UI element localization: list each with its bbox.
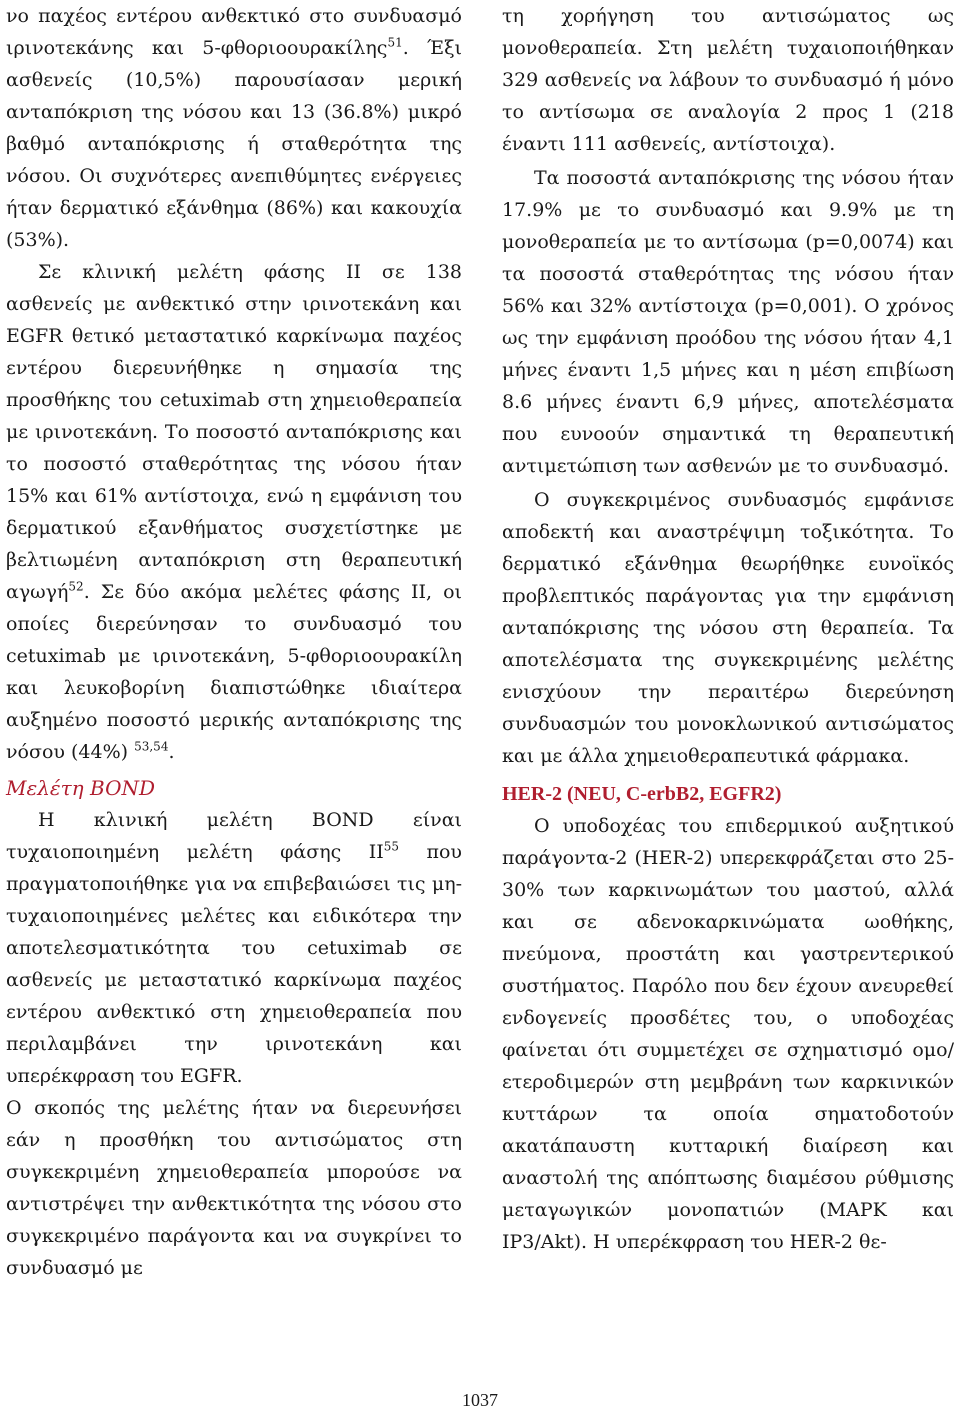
text-run: Η κλινική μελέτη BOND είναι τυχαιοποιημένη μελέτη φάσης ΙΙ	[6, 809, 462, 863]
text-run: .	[168, 741, 175, 763]
paragraph: Ο υποδοχέας του επιδερμικού αυξητικού παράγοντα-2 (HER-2) υπερεκφράζεται στο 25-30% των καρκινωμάτων του μαστού, αλλά και σε αδενοκαρκινώματα ωοθήκης, πνεύμονα, προστάτη και γαστρεντερικού συστήματος. Παρόλο που δεν έχουν ανευρεθεί ενδογενείς προσδέτες του, ο υποδοχέας φαίνεται ότι συμμετέχει σε σχηματισμό ομο/ετεροδιμερών στη μεμβράνη των καρκινικών κυττάρων τα οποία σηματοδοτούν ακατάπαυστη κυτταρική διαίρεση και αναστολή της απόπτωσης διαμέσου ρύθμισης μεταγωγικών μονοπατιών (MAPK και IP3/Akt). Η υπερέκφραση του HER-2 θε-	[502, 815, 954, 1253]
citation-ref: 52	[68, 579, 84, 594]
text-run: . Σε δύο ακόμα μελέτες φάσης ΙΙ, οι οποίες διερεύνησαν το συνδυασμό του cetuximab με ιρινοτεκάνη, 5-φθοριοουρακίλη και λευκοβορίνη διαπιστώθηκε ιδιαίτερα αυξημένο ποσοστό μερικής ανταπόκρισης της νόσου (44%)	[6, 581, 462, 763]
text-run: που πραγματοποιήθηκε για να επιβεβαιώσει τις μη-τυχαιοποιημένες μελέτες και ειδικότερα την αποτελεσματικότητα του cetuximab σε ασθενείς με μεταστατικό καρκίνωμα παχέος εντέρου ανθεκτικό στη χημειοθεραπεία που περιλαμβάνει την ιρινοτεκάνη και υπερέκφραση του EGFR.	[6, 841, 462, 1087]
section-heading: Μελέτη BOND	[6, 776, 156, 800]
text-run: . Έξι ασθενείς (10,5%) παρουσίασαν μερική ανταπόκριση της νόσου και 13 (36.8%) μικρό βαθμό ανταπόκρισης ή σταθερότητα της νόσου. Οι συχνότερες ανεπιθύμητες ενέργειες ήταν δερματικό εξάνθημα (86%) και κακουχία (53%).	[6, 37, 462, 251]
citation-ref: 53,54	[134, 739, 169, 754]
right-column	[502, 0, 954, 1258]
text-run: νο παχέος εντέρου ανθεκτικό στο συνδυασμό ιρινοτεκάνης και 5-φθοριοουρακίλης	[6, 5, 462, 59]
page-number: 1037	[462, 1390, 498, 1410]
section-heading: HER-2 (NEU, C-erbB2, EGFR2)	[502, 783, 782, 805]
paragraph	[6, 804, 462, 1092]
left-column	[6, 0, 462, 1284]
paragraph: τη χορήγηση του αντισώματος ως μονοθεραπεία. Στη μελέτη τυχαιοποιήθηκαν 329 ασθενείς να λάβουν το συνδυασμό ή μόνο το αντίσωμα σε αναλογία 2 προς 1 (218 έναντι 111 ασθενείς, αντίστοιχα).	[502, 5, 954, 155]
paragraph: Τα ποσοστά ανταπόκρισης της νόσου ήταν 17.9% με το συνδυασμό και 9.9% με τη μονοθεραπεία με το αντίσωμα (p=0,0074) και τα ποσοστά σταθερότητας της νόσου ήταν 56% και 32% αντίστοιχα (p=0,001). Ο χρόνος ως την εμφάνιση προόδου της νόσου ήταν 4,1 μήνες έναντι 1,5 μήνες και η μέση επιβίωση 8.6 μήνες έναντι 6,9 μήνες, αποτελέσματα που ευνοούν σημαντικά τη θεραπευτική αντιμετώπιση των ασθενών με το συνδυασμό.	[502, 167, 954, 477]
paragraph: Ο σκοπός της μελέτης ήταν να διερευνήσει εάν η προσθήκη του αντισώματος στη συγκεκριμένη χημειοθεραπεία μπορούσε να αντιστρέψει την ανθεκτικότητα της νόσου στο συγκεκριμένο παράγοντα και να συγκρίνει το συνδυασμό με	[6, 1097, 462, 1279]
paragraph	[6, 0, 462, 256]
paragraph: Ο συγκεκριμένος συνδυασμός εμφάνισε αποδεκτή και αναστρέψιμη τοξικότητα. Το δερματικό εξάνθημα θεωρήθηκε ευνοϊκός προβλεπτικός παράγοντας για την εμφάνιση ανταπόκρισης της νόσου στη θεραπεία. Τα αποτελέσματα της συγκεκριμένης μελέτης ενισχύουν την περαιτέρω διερεύνηση συνδυασμών του μονοκλωνικού αντισώματος και με άλλα χημειοθεραπευτικά φάρμακα.	[502, 489, 954, 767]
text-run: Σε κλινική μελέτη φάσης ΙΙ σε 138 ασθενείς με ανθεκτικό στην ιρινοτεκάνη και EGFR θετικό μεταστατικό καρκίνωμα παχέος εντέρου διερευνήθηκε η σημασία της προσθήκης του cetuximab στη χημειοθεραπεία με ιρινοτεκάνη. Το ποσοστό ανταπόκρισης και το ποσοστό σταθερότητας της νόσου ήταν 15% και 61% αντίστοιχα, ενώ η εμφάνιση του δερματικού εξανθήματος συσχετίστηκε με βελτιωμένη ανταπόκριση στη θεραπευτική αγωγή	[6, 261, 462, 603]
citation-ref: 55	[383, 839, 400, 854]
paragraph	[6, 256, 462, 768]
citation-ref: 51	[387, 35, 403, 50]
